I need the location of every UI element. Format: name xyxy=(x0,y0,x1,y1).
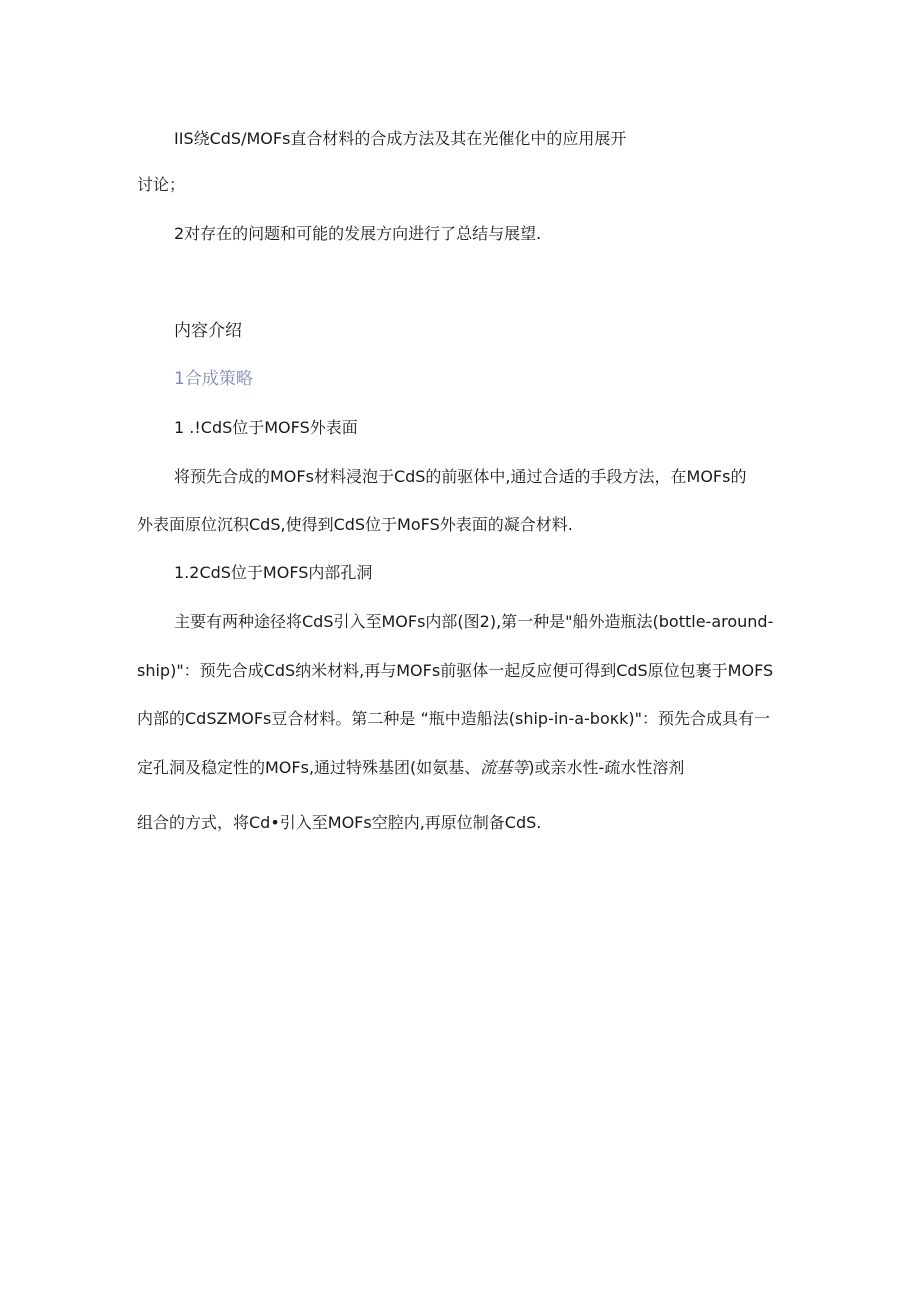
intro-line-1: IIS绕CdS/MOFs直合材料的合成方法及其在光催化中的应用展开 xyxy=(174,129,627,148)
para-1-2-line-4-italic: 流基等 xyxy=(480,758,529,777)
para-1-2-line-5: 组合的方式，将Cd•引入至MOFs空腔内,再原位制备CdS. xyxy=(137,813,542,832)
para-1-2-line-4 xyxy=(137,757,684,779)
intro-line-2: 讨论； xyxy=(137,175,186,194)
section-1-title: 1合成策略 xyxy=(174,369,253,389)
subsection-1-1-title: 1 .!CdS位于MOFS外表面 xyxy=(174,418,358,437)
para-1-1-line-1: 将预先合成的MOFs材料浸泡于CdS的前驱体中,通过合适的手段方法，在MOFs的 xyxy=(174,467,747,486)
para-1-1-line-2: 外表面原位沉积CdS,使得到CdS位于MoFS外表面的凝合材料. xyxy=(137,515,573,534)
para-1-2-line-3: 内部的CdSZMOFs豆合材料。第二种是 “瓶中造船法(ship-in-a-boκk)"：预先合成具有一 xyxy=(137,709,771,728)
section-title: 内容介绍 xyxy=(174,321,242,341)
intro-line-3: 2对存在的问题和可能的发展方向进行了总结与展望. xyxy=(174,224,542,243)
para-1-2-line-4-part-c: )或亲水性-疏水性溶剂 xyxy=(528,758,685,777)
para-1-2-line-4-part-a: 定孔洞及稳定性的MOFs,通过特殊基团(如氨基、 xyxy=(137,758,481,777)
para-1-2-line-1: 主要有两种途径将CdS引入至MOFs内部(图2),第一种是"船外造瓶法(bottle-around- xyxy=(174,612,774,631)
para-1-2-line-2: ship)"：预先合成CdS纳米材料,再与MOFs前驱体一起反应便可得到CdS原位包裹于MOFS xyxy=(137,661,774,680)
subsection-1-2-title: 1.2CdS位于MOFS内部孔洞 xyxy=(174,563,373,582)
